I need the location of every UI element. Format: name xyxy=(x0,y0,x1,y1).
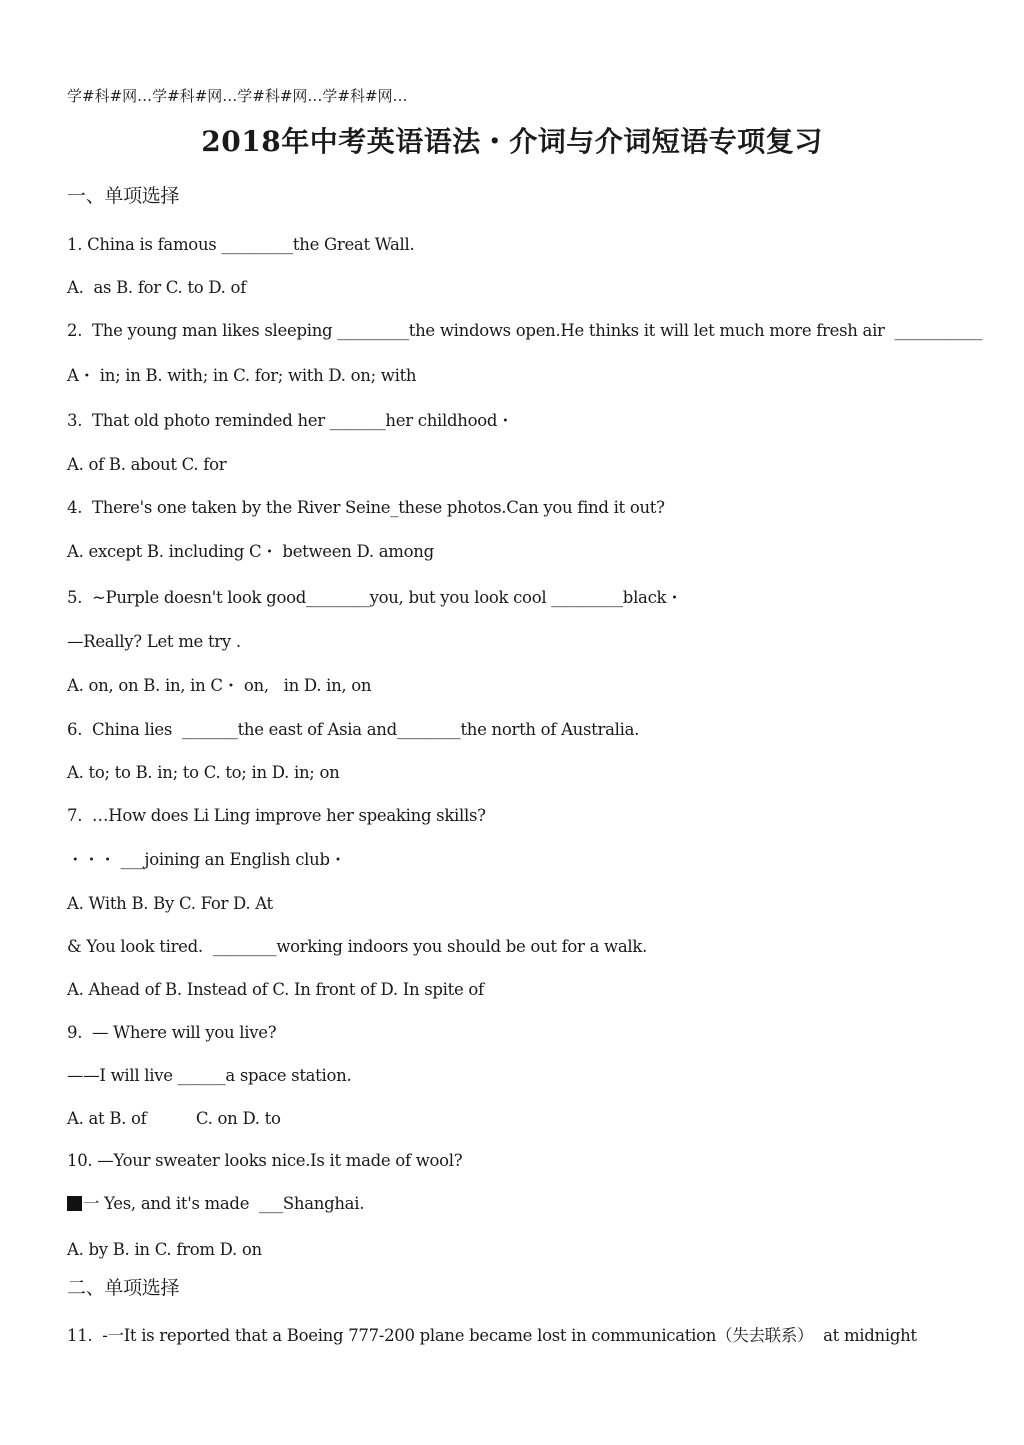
section-heading-1: 一、单项选择 xyxy=(67,185,180,207)
answer-10-row xyxy=(67,1194,364,1214)
options-2: A・ in; in B. with; in C. for; with D. on; with xyxy=(67,366,417,385)
question-1: 1. China is famous _________the Great Wall. xyxy=(67,235,415,254)
options-6: A. to; to B. in; to C. to; in D. in; on xyxy=(67,763,340,782)
section-heading-2: 二、单项选择 xyxy=(67,1277,180,1299)
question-4: 4. There's one taken by the River Seine_these photos.Can you find it out? xyxy=(67,498,665,517)
options-9: A. at B. of C. on D. to xyxy=(67,1109,281,1128)
question-10: 10. —Your sweater looks nice.Is it made of wool? xyxy=(67,1151,463,1170)
options-8: A. Ahead of B. Instead of C. In front of D. In spite of xyxy=(67,980,484,999)
question-7: 7. …How does Li Ling improve her speaking skills? xyxy=(67,806,486,825)
options-5: A. on, on B. in, in C・ on, in D. in, on xyxy=(67,676,372,695)
question-6: 6. China lies _______the east of Asia and________the north of Australia. xyxy=(67,720,640,739)
answer-5: —Really? Let me try . xyxy=(67,632,241,651)
question-2: 2. The young man likes sleeping _________the windows open.He thinks it will let much more fresh air ___________ xyxy=(67,321,982,340)
options-7: A. With B. By C. For D. At xyxy=(67,894,273,913)
question-9: 9. — Where will you live? xyxy=(67,1023,277,1042)
answer-10: 一 Yes, and it's made ___Shanghai. xyxy=(83,1194,365,1213)
page-title: 2018年中考英语语法・介词与介词短语专项复习 xyxy=(201,125,823,158)
watermark: 学#科#网…学#科#网…学#科#网…学#科#网… xyxy=(67,87,408,105)
question-11: 11. -一It is reported that a Boeing 777-200 plane became lost in communication（失去联系） at midnight xyxy=(67,1326,917,1345)
options-1: A. as B. for C. to D. of xyxy=(67,278,246,297)
question-3: 3. That old photo reminded her _______her childhood・ xyxy=(67,411,514,430)
options-3: A. of B. about C. for xyxy=(67,455,227,474)
question-8: & You look tired. ________working indoors you should be out for a walk. xyxy=(67,937,648,956)
question-5: 5. ~Purple doesn't look good________you, but you look cool _________black・ xyxy=(67,588,683,607)
black-square-mark xyxy=(67,1196,82,1211)
answer-7: ・・・ ___joining an English club・ xyxy=(67,850,346,869)
options-10: A. by B. in C. from D. on xyxy=(67,1240,262,1259)
answer-9: ——I will live ______a space station. xyxy=(67,1066,352,1085)
options-4: A. except B. including C・ between D. among xyxy=(67,542,434,561)
